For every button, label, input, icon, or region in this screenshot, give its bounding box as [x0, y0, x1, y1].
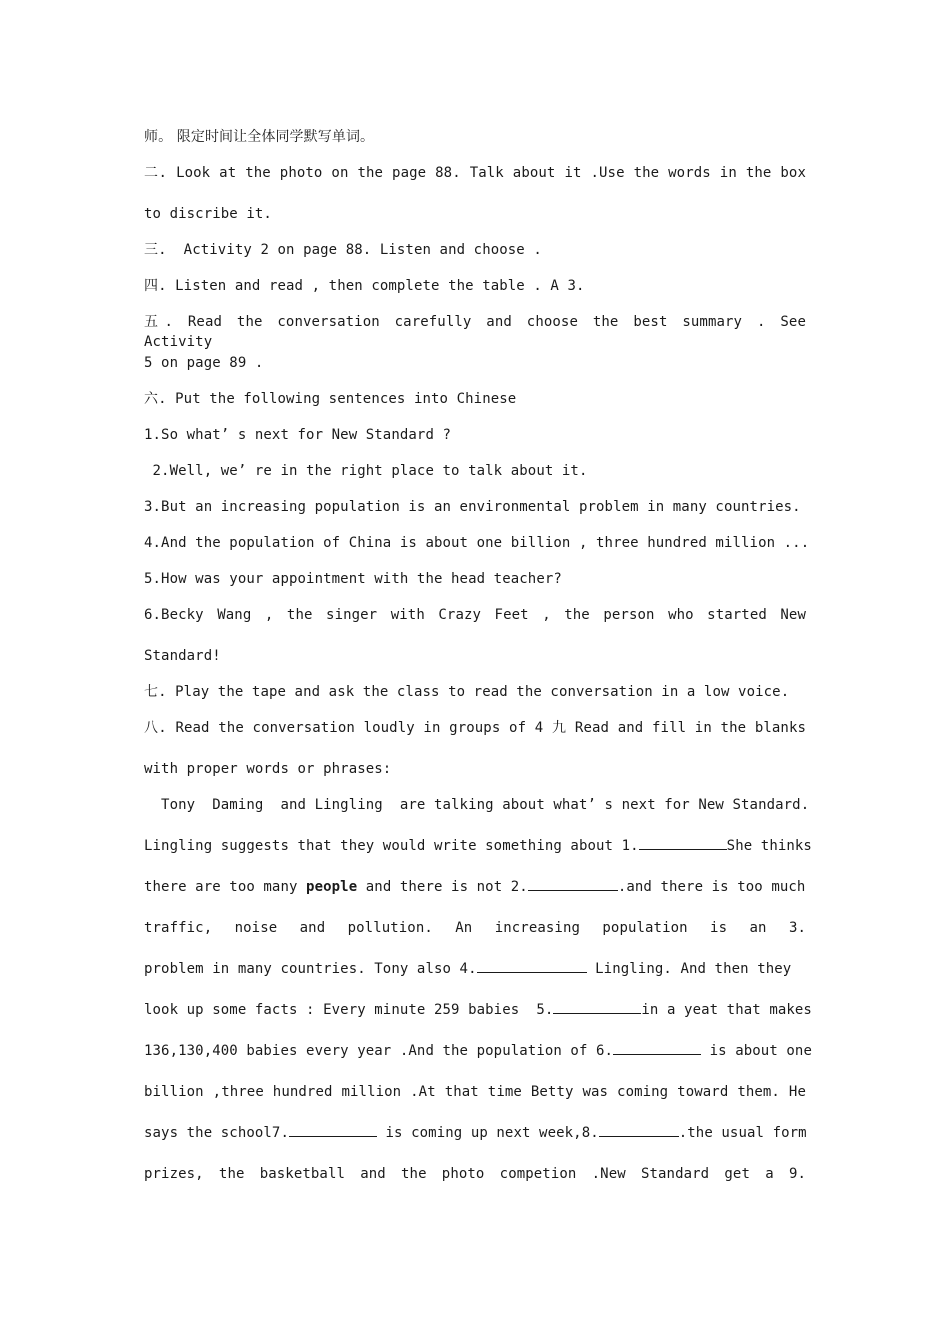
- step-5-line-2: 5 on page 89 .: [144, 355, 264, 371]
- passage-line-10: prizes, the basketball and the photo competion .New Standard get a 9.: [144, 1166, 806, 1182]
- step-8-line-2: with proper words or phrases:: [144, 761, 392, 777]
- step-5-line-1: 五. Read the conversation carefully and choose the best summary . See Activity: [144, 314, 806, 350]
- passage-line-3: there are too many people and there is not 2. .and there is too much: [144, 879, 806, 895]
- intro-line: 师。 限定时间让全体同学默写单词。: [144, 129, 375, 145]
- passage-line-4: traffic, noise and pollution. An increasing population is an 3.: [144, 920, 806, 936]
- passage-line-8: billion ,three hundred million .At that time Betty was coming toward them. He: [144, 1084, 806, 1100]
- passage-line-1: Tony Daming and Lingling are talking about what’ s next for New Standard.: [144, 797, 810, 813]
- step-2-line-1: 二. Look at the photo on the page 88. Talk about it .Use the words in the box: [144, 165, 806, 181]
- blank-5[interactable]: [553, 1000, 641, 1014]
- step-6: 六. Put the following sentences into Chinese: [144, 391, 517, 407]
- sentence-4: 4.And the population of China is about one billion , three hundred million ...: [144, 535, 810, 551]
- sentence-3: 3.But an increasing population is an environmental problem in many countries.: [144, 499, 801, 515]
- passage-line-2: Lingling suggests that they would write something about 1. She thinks: [144, 838, 812, 854]
- step-4: 四. Listen and read , then complete the table . A 3.: [144, 278, 585, 294]
- sentence-5: 5.How was your appointment with the head teacher?: [144, 571, 562, 587]
- passage-line-7: 136,130,400 babies every year .And the population of 6. is about one: [144, 1043, 812, 1059]
- step-8-line-1: 八. Read the conversation loudly in groups of 4 九 Read and fill in the blanks: [144, 720, 806, 736]
- blank-7[interactable]: [289, 1123, 377, 1137]
- blank-4[interactable]: [477, 959, 587, 973]
- step-7: 七. Play the tape and ask the class to read the conversation in a low voice.: [144, 684, 790, 700]
- bold-word: people: [306, 879, 358, 895]
- passage-line-6: look up some facts : Every minute 259 babies 5. in a yeat that makes: [144, 1002, 812, 1018]
- step-2-line-2: to discribe it.: [144, 206, 272, 222]
- sentence-2: 2.Well, we’ re in the right place to talk about it.: [144, 463, 588, 479]
- step-3: 三. Activity 2 on page 88. Listen and choose .: [144, 242, 542, 258]
- blank-6[interactable]: [613, 1041, 701, 1055]
- sentence-6-line-1: 6.Becky Wang , the singer with Crazy Feet , the person who started New: [144, 607, 806, 623]
- blank-2[interactable]: [528, 877, 618, 891]
- blank-8[interactable]: [599, 1123, 679, 1137]
- sentence-6-line-2: Standard!: [144, 648, 221, 664]
- passage-line-9: says the school7. is coming up next week,8. .the usual form: [144, 1125, 807, 1141]
- passage-line-5: problem in many countries. Tony also 4. Lingling. And then they: [144, 961, 792, 977]
- blank-1[interactable]: [639, 836, 727, 850]
- sentence-1: 1.So what’ s next for New Standard ?: [144, 427, 452, 443]
